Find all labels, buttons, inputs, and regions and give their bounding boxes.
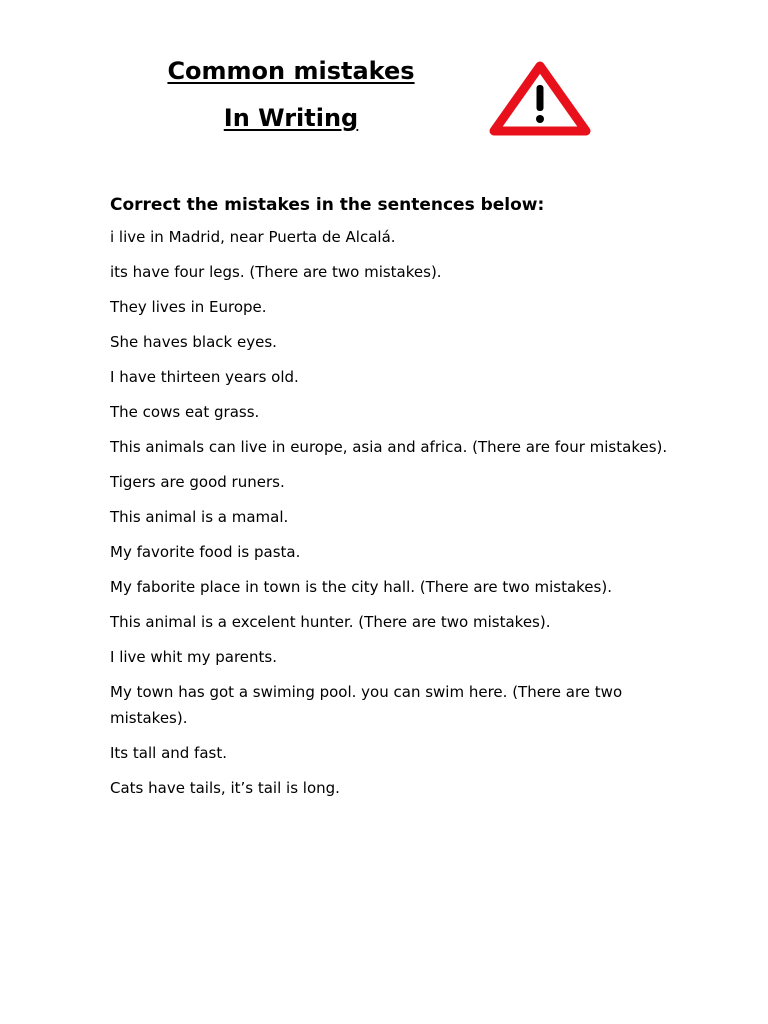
sentence-item: i live in Madrid, near Puerta de Alcalá.	[110, 228, 396, 246]
instruction-heading: Correct the mistakes in the sentences below:	[110, 195, 545, 215]
sentence-item: I have thirteen years old.	[110, 368, 299, 386]
sentence-item: This animal is a mamal.	[110, 508, 289, 526]
sentence-item: its have four legs. (There are two mistakes).	[110, 263, 442, 281]
sentence-item: This animals can live in europe, asia and africa. (There are four mistakes).	[110, 438, 668, 456]
sentence-item: Its tall and fast.	[110, 744, 227, 762]
sentence-item: My favorite food is pasta.	[110, 543, 301, 561]
sentence-item: I live whit my parents.	[110, 648, 277, 666]
sentence-item: Tigers are good runers.	[110, 473, 285, 491]
sentence-item: My town has got a swiming pool. you can swim here. (There are two mistakes).	[110, 683, 623, 727]
title-line-1: Common mistakes	[167, 57, 415, 85]
sentence-list	[110, 224, 670, 810]
sentence-item: Cats have tails, it’s tail is long.	[110, 779, 340, 797]
warning-triangle-icon	[486, 58, 594, 138]
title-line-2: In Writing	[223, 104, 359, 132]
sentence-item: She haves black eyes.	[110, 333, 277, 351]
sentence-item: My faborite place in town is the city hall. (There are two mistakes).	[110, 578, 612, 596]
sentence-item: The cows eat grass.	[110, 403, 260, 421]
sentence-item: They lives in Europe.	[110, 298, 267, 316]
sentence-item: This animal is a excelent hunter. (There are two mistakes).	[110, 613, 551, 631]
